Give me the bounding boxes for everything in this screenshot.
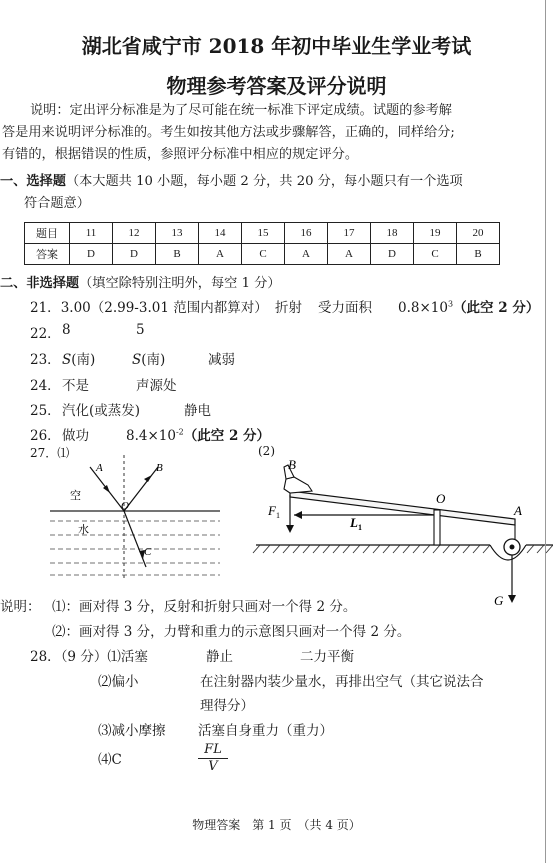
arrow-icon [103, 485, 110, 493]
table-cell: A [328, 244, 371, 265]
q27-part1: ⑴ [57, 446, 70, 460]
table-cell: B [457, 244, 500, 265]
note-2: ⑵：画对得 3 分，力臂和重力的示意图只画对一个得 2 分。 [52, 624, 411, 640]
q22-number: 22． [30, 326, 61, 342]
q28-part3-label: ⑶ [98, 723, 112, 739]
arrow-icon [508, 595, 516, 603]
q28-part2-answer-2: 在注射器内装少量水，再排出空气（其它说法合 [200, 674, 484, 690]
q26-answer-2 [126, 424, 270, 444]
section1-heading [0, 170, 463, 189]
table-cell: A [285, 244, 328, 265]
q27-part2: (2) [258, 444, 275, 458]
table-cell: 20 [457, 223, 500, 244]
q26-answer-1: 做功 [62, 428, 89, 444]
q21-exponent: 3 [447, 299, 454, 309]
table-cell: C [242, 244, 285, 265]
page-footer: 物理答案 第 1 页 （共 4 页） [192, 818, 361, 832]
arrow-icon [294, 511, 302, 519]
refraction-diagram [50, 455, 220, 585]
table-row-questions [25, 223, 500, 244]
q24-answer-1: 不是 [62, 378, 89, 394]
q23-rest-1: (南) [71, 352, 96, 368]
q28-part4-answer-1: C [111, 752, 122, 768]
label-f1: $F_1$ [268, 503, 280, 520]
q28-score: （9 分） [60, 649, 108, 665]
q28-part4-label: ⑷ [98, 752, 112, 768]
table-cell: 17 [328, 223, 371, 244]
label-l1: $L_1$ [350, 515, 362, 532]
table-cell: D [70, 244, 113, 265]
refracted-ray [124, 511, 146, 567]
q28-part3-answer-1: 减小摩擦 [111, 723, 166, 739]
q25-number: 25． [30, 403, 61, 419]
q28-part3 [98, 719, 166, 739]
fraction-denominator: V [208, 759, 218, 774]
q23-rest-2: (南) [141, 352, 166, 368]
q21-answer-1: 3.00（2.99-3.01 范围内都算对） [60, 300, 268, 316]
page-subtitle: 物理参考答案及评分说明 [166, 74, 387, 98]
table-cell: 19 [414, 223, 457, 244]
q26-note: （此空 2 分） [183, 428, 271, 444]
q24-answer-2: 声源处 [136, 378, 177, 394]
q28-part2-answer-2b: 理得分） [200, 698, 254, 714]
section2-heading [0, 272, 281, 291]
q21-value: 0.8×10 [398, 300, 448, 316]
table-row-answers [25, 244, 500, 265]
q28-part1-answer-2: 静止 [206, 649, 233, 665]
q28-part1-answer-1: 活塞 [120, 649, 148, 665]
q28-part2 [98, 670, 139, 690]
q28-part4 [98, 748, 122, 768]
q28-part2-label: ⑵ [98, 674, 112, 690]
table-cell: 14 [199, 223, 242, 244]
q21-answer-2: 折射 [275, 300, 302, 316]
q21-number: 21． [30, 300, 61, 316]
pulley-axle [510, 545, 515, 550]
label-a: A [96, 462, 103, 474]
q23-number: 23． [30, 352, 61, 368]
q23-answer-2 [132, 348, 165, 368]
table-cell: D [371, 244, 414, 265]
q24-number: 24． [30, 378, 61, 394]
q21-row [30, 296, 268, 316]
fulcrum-post [434, 510, 440, 545]
notes-prefix: 说明： [0, 599, 41, 615]
q28-number: 28． [30, 649, 61, 665]
section1-desc: （本大题共 10 小题，每小题 2 分，共 20 分，每小题只有一个选项 [65, 174, 463, 189]
table-header-answer: 答案 [25, 244, 70, 265]
label-air: 空 [70, 489, 81, 502]
page-edge [545, 0, 546, 863]
q25-answer-2: 静电 [184, 403, 211, 419]
q26-value: 8.4×10 [126, 428, 176, 444]
lever-board [290, 491, 515, 525]
q23-answer-3: 减弱 [208, 352, 235, 368]
arrow-icon [286, 525, 294, 533]
lever-diagram [250, 455, 553, 615]
q21-answer-4 [398, 296, 539, 316]
section2-label: 二、非选择题 [0, 276, 80, 291]
q25-answer-1: 汽化(或蒸发) [62, 403, 141, 419]
label-g: G [494, 593, 504, 608]
label-c: C [144, 546, 152, 558]
q28-fraction [198, 742, 228, 774]
table-cell: 15 [242, 223, 285, 244]
section1-label: 一、选择题 [0, 174, 66, 189]
table-cell: A [199, 244, 242, 265]
arrow-icon [144, 475, 152, 482]
q28-part1-answer-3: 二力平衡 [300, 649, 354, 665]
reflected-ray [124, 467, 158, 511]
note-1: ⑴：画对得 3 分，反射和折射只画对一个得 2 分。 [52, 599, 357, 615]
q23-s-2: S [132, 352, 142, 368]
label-o: O [121, 500, 129, 512]
table-cell: 16 [285, 223, 328, 244]
q27-num-text: 27． [30, 446, 58, 460]
section1-desc-2: 符合题意） [24, 196, 90, 211]
label-b: B [288, 457, 296, 472]
q28-part3-answer-2: 活塞自身重力（重力） [198, 723, 333, 739]
q23-s-1: S [62, 352, 72, 368]
label-water: 水 [78, 523, 89, 536]
section2-desc: （填空除特别注明外，每空 1 分） [79, 276, 281, 291]
intro-line-2: 答是用来说明评分标准的。考生如按其他方法或步骤解答，正确的，同样给分; [2, 125, 455, 140]
page-title: 湖北省咸宁市 2018 年初中毕业生学业考试 [81, 34, 472, 58]
table-cell: 11 [70, 223, 113, 244]
q22-answer-1: 8 [62, 322, 71, 338]
label-o: O [436, 491, 446, 506]
q26-exponent: -2 [175, 427, 184, 437]
q21-note: （此空 2 分） [453, 300, 540, 316]
q23-answer-1 [62, 348, 95, 368]
table-cell: C [414, 244, 457, 265]
table-cell: D [113, 244, 156, 265]
table-cell: 13 [156, 223, 199, 244]
table-cell: B [156, 244, 199, 265]
q28-part1-label: ⑴ [107, 649, 121, 665]
intro-line-3: 有错的，根据错误的性质，参照评分标准中相应的规定评分。 [2, 147, 359, 162]
label-b: B [156, 462, 163, 474]
table-cell: 12 [113, 223, 156, 244]
q28-part2-answer-1: 偏小 [111, 674, 139, 690]
q26-number: 26． [30, 428, 61, 444]
q21-answer-3: 受力面积 [318, 300, 372, 316]
intro-line-1: 说明：定出评分标准是为了尽可能在统一标准下评定成绩。试题的参考解 [30, 103, 452, 118]
q28-header [30, 645, 148, 665]
table-header-question: 题目 [25, 223, 70, 244]
q22-answer-2: 5 [136, 322, 145, 338]
label-a: A [514, 503, 522, 518]
fraction-numerator: FL [198, 742, 228, 759]
answer-table [24, 222, 500, 265]
foot-icon [284, 477, 312, 493]
table-cell: 18 [371, 223, 414, 244]
